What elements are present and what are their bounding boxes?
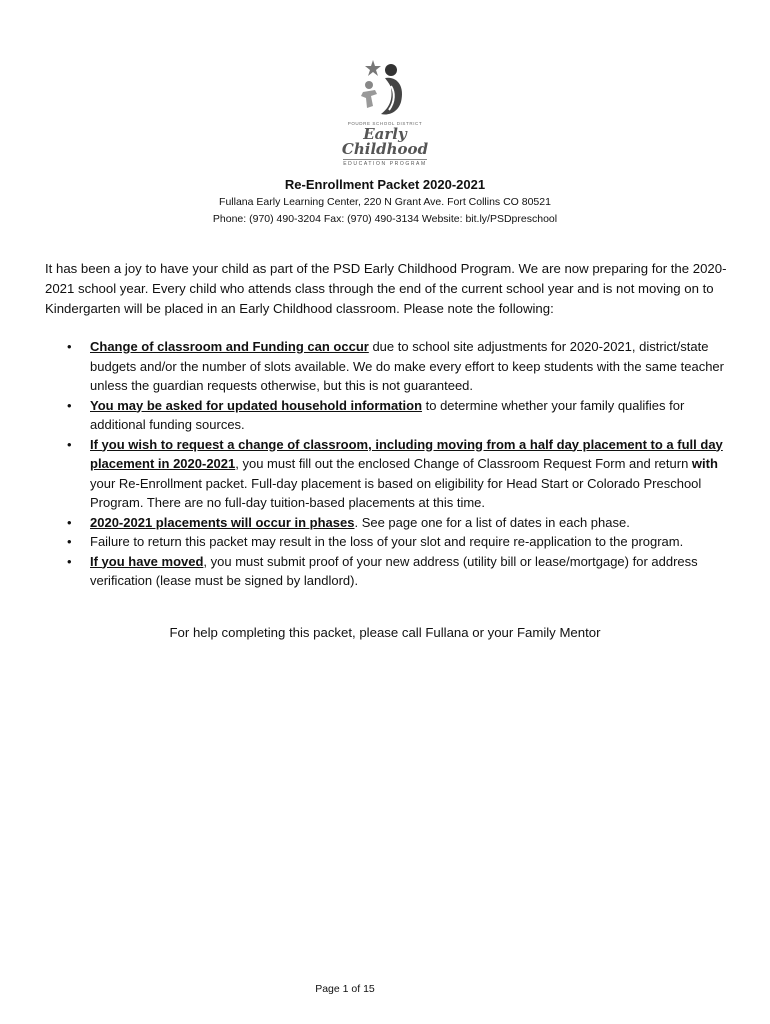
list-item bbox=[45, 396, 735, 435]
item-heading: If you wish to request a change of classroom, including moving from a half day placement to a full day placement in 2020-2021 bbox=[90, 436, 723, 471]
district-name: POUDRE SCHOOL DISTRICT bbox=[347, 121, 423, 126]
item-text: to determine whether your family qualifies for additional funding sources. bbox=[90, 397, 685, 432]
item-heading: You may be asked for updated household information bbox=[90, 397, 423, 413]
early-childhood-logo bbox=[322, 58, 448, 167]
list-item bbox=[45, 337, 735, 396]
item-text: , you must submit proof of your new address (utility bill or lease/mortgage) for address verification (lease must be signed by landlord). bbox=[90, 553, 698, 588]
item-text: , you must fill out the enclosed Change of Classroom Request Form and return bbox=[235, 456, 692, 471]
program-name: EDUCATION PROGRAM bbox=[343, 161, 427, 167]
notes-list bbox=[45, 337, 735, 591]
logo-divider bbox=[343, 159, 427, 160]
page-title: Re-Enrollment Packet 2020-2021 bbox=[284, 177, 486, 192]
page-number: Page 1 of 15 bbox=[315, 983, 375, 995]
list-item bbox=[45, 532, 735, 552]
address-line: Fullana Early Learning Center, 220 N Grant Ave. Fort Collins CO 80521 bbox=[219, 196, 551, 208]
list-item bbox=[45, 552, 735, 591]
item-text: due to school site adjustments for 2020-2021, district/state budgets and/or the number of slots available. We do make every effort to keep students with the same teacher unless the guardian requests otherwise, but this is not guaranteed. bbox=[90, 339, 724, 393]
child-figure-logo-icon bbox=[355, 58, 415, 120]
contact-line: Phone: (970) 490-3204 Fax: (970) 490-3134 Website: bit.ly/PSDpreschool bbox=[212, 213, 558, 225]
item-heading: If you have moved bbox=[90, 553, 204, 569]
help-text: For help completing this packet, please call Fullana or your Family Mentor bbox=[169, 625, 601, 640]
bullet-icon: • bbox=[67, 339, 72, 354]
item-heading: Change of classroom and Funding can occur bbox=[90, 339, 369, 354]
intro-paragraph: It has been a joy to have your child as part of the PSD Early Childhood Program. We are now preparing for the 2020-2021 school year. Every child who attends class through the end of the current school year and is not moving on to Kindergarten will be placed in an Early Childhood classroom. Please note the following: bbox=[45, 261, 727, 316]
bullet-icon: • bbox=[67, 514, 72, 530]
list-item bbox=[45, 435, 735, 513]
list-item bbox=[45, 513, 735, 533]
bullet-icon: • bbox=[67, 534, 72, 549]
logo-wordmark: Early Childhood bbox=[341, 125, 429, 158]
bullet-icon: • bbox=[67, 553, 72, 569]
bullet-icon: • bbox=[67, 397, 72, 413]
item-text: Failure to return this packet may result in the loss of your slot and require re-application to the program. bbox=[90, 534, 684, 549]
item-text: your Re-Enrollment packet. Full-day placement is based on eligibility for Head Start or Colorado Preschool Program. There are no full-day tuition-based placements at this time. bbox=[90, 475, 702, 510]
bullet-icon: • bbox=[67, 436, 72, 452]
item-emphasis: with bbox=[691, 456, 718, 471]
item-text: . See page one for a list of dates in each phase. bbox=[354, 514, 630, 530]
item-heading: 2020-2021 placements will occur in phases bbox=[90, 514, 355, 530]
